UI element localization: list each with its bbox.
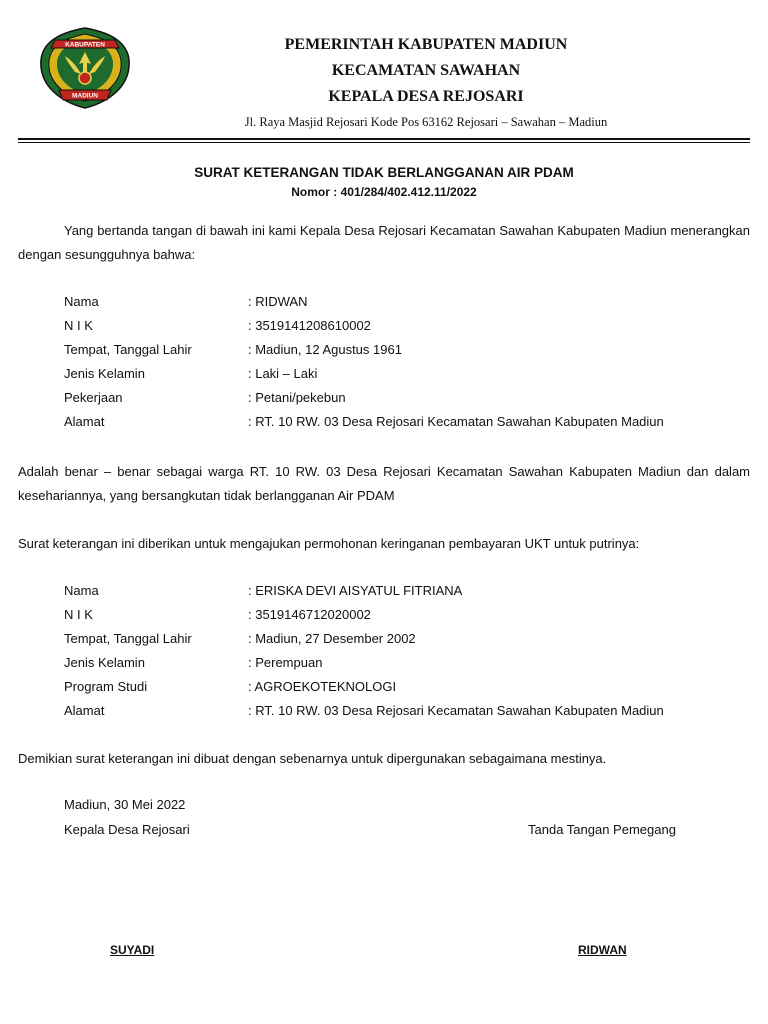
field-value: : ERISKA DEVI AISYATUL FITRIANA xyxy=(248,583,463,598)
signature-right-title: Tanda Tangan Pemegang xyxy=(528,822,676,837)
signature-left-name: SUYADI xyxy=(110,943,155,957)
field-label: Alamat xyxy=(64,703,105,718)
field-value: : Madiun, 27 Desember 2002 xyxy=(248,631,416,646)
field-label: Pekerjaan xyxy=(64,390,123,405)
field-label: Program Studi xyxy=(64,679,148,694)
field-label: Nama xyxy=(64,583,99,598)
closing-paragraph: Demikian surat keterangan ini dibuat dengan sebenarnya untuk dipergunakan sebagaimana mestinya. xyxy=(18,751,607,766)
statement-paragraph: Adalah benar – benar sebagai warga RT. 10 RW. 03 Desa Rejosari Kecamatan Sawahan Kabupaten Madiun dan dalam kesehariannya, yang bersangkutan tidak berlangganan Air PDAM xyxy=(18,464,750,503)
field-value: : RT. 10 RW. 03 Desa Rejosari Kecamatan Sawahan Kabupaten Madiun xyxy=(248,414,664,429)
signature-left-title: Kepala Desa Rejosari xyxy=(64,822,190,837)
header-divider-thick xyxy=(18,138,750,140)
field-label: N I K xyxy=(64,607,93,622)
intro-paragraph: Yang bertanda tangan di bawah ini kami Kepala Desa Rejosari Kecamatan Sawahan Kabupaten Madiun menerangkan dengan sesungguhnya bahwa: xyxy=(18,223,750,262)
header-district: KECAMATAN SAWAHAN xyxy=(331,62,521,79)
field-value: : RIDWAN xyxy=(248,294,308,309)
header-government: PEMERINTAH KABUPATEN MADIUN xyxy=(284,36,568,53)
field-label: Tempat, Tanggal Lahir xyxy=(64,631,192,646)
header-village-head: KEPALA DESA REJOSARI xyxy=(328,88,524,105)
field-value: : Laki – Laki xyxy=(248,366,318,381)
field-label: N I K xyxy=(64,318,93,333)
header-divider-thin xyxy=(18,142,750,143)
field-label: Jenis Kelamin xyxy=(64,366,145,381)
purpose-paragraph: Surat keterangan ini diberikan untuk mengajukan permohonan keringanan pembayaran UKT untuk putrinya: xyxy=(18,536,640,551)
field-label: Jenis Kelamin xyxy=(64,655,145,670)
emblem-bottom-text: MADIUN xyxy=(72,92,98,100)
field-value: : AGROEKOTEKNOLOGI xyxy=(248,679,397,694)
field-label: Tempat, Tanggal Lahir xyxy=(64,342,192,357)
signature-right-name: RIDWAN xyxy=(578,943,627,957)
field-value: : 3519146712020002 xyxy=(248,607,371,622)
field-value: : RT. 10 RW. 03 Desa Rejosari Kecamatan Sawahan Kabupaten Madiun xyxy=(248,703,664,718)
field-value: : Petani/pekebun xyxy=(248,390,346,405)
letter-number: Nomor : 401/284/402.412.11/2022 xyxy=(291,185,477,199)
field-value: : Madiun, 12 Agustus 1961 xyxy=(248,342,402,357)
emblem-top-text: KABUPATEN xyxy=(65,41,105,49)
header-address: Jl. Raya Masjid Rejosari Kode Pos 63162 Rejosari – Sawahan – Madiun xyxy=(244,115,608,129)
signature-place-date: Madiun, 30 Mei 2022 xyxy=(64,797,186,812)
field-value: : 3519141208610002 xyxy=(248,318,371,333)
field-label: Alamat xyxy=(64,414,105,429)
field-value: : Perempuan xyxy=(248,655,323,670)
field-label: Nama xyxy=(64,294,99,309)
letter-title: SURAT KETERANGAN TIDAK BERLANGGANAN AIR PDAM xyxy=(194,165,574,180)
